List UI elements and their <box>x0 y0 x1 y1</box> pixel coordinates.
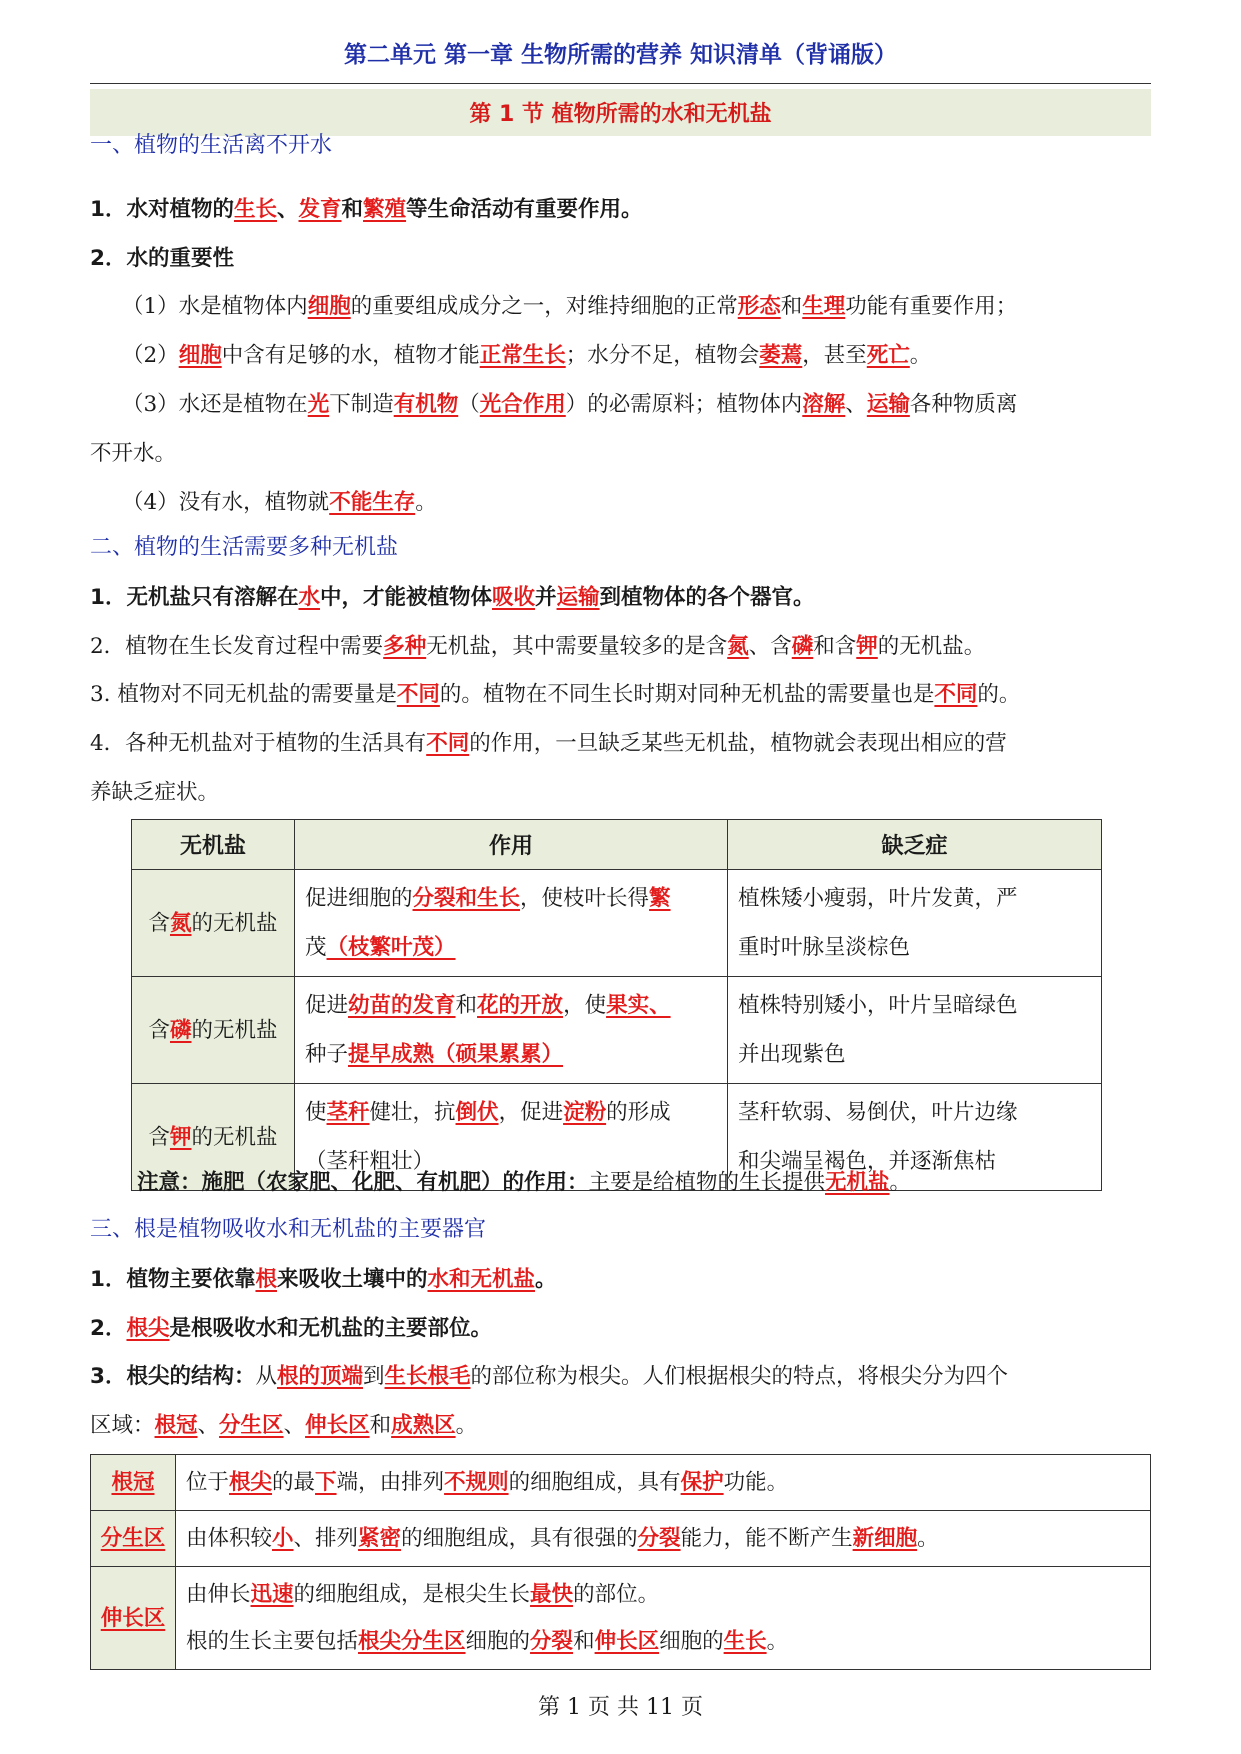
heading-part1: 一、植物的生活离不开水 <box>90 133 333 158</box>
text-segment: ）的必需原料；植物体内 <box>565 392 803 417</box>
keyword: 无机盐 <box>825 1170 890 1195</box>
cell-line: 并出现紫色 <box>738 1042 846 1067</box>
text-segment: 、 <box>197 1413 220 1438</box>
column-header: 无机盐 <box>132 820 295 870</box>
text-segment: 使 <box>305 1100 327 1125</box>
text-segment: 、 <box>283 1413 306 1438</box>
text-segment: 由体积较 <box>186 1526 273 1551</box>
text-segment: 的细胞组成，具有很强的 <box>401 1526 638 1551</box>
text-segment: 和 <box>341 197 364 222</box>
keyword: 倒伏 <box>455 1100 499 1125</box>
keyword: 死亡 <box>866 343 910 368</box>
cell-line <box>305 874 717 923</box>
keyword: 吸收 <box>492 585 536 610</box>
text-segment: 茂 <box>305 935 327 960</box>
keyword: 氮 <box>727 634 749 659</box>
text-segment: 。 <box>455 1413 478 1438</box>
keyword: 细胞 <box>178 343 222 368</box>
keyword: 生理 <box>802 294 846 319</box>
paragraph <box>122 488 437 518</box>
text-segment: 的作用，一旦缺乏某些无机盐，植物就会表现出相应的营 <box>469 731 1007 756</box>
text-segment: 、含 <box>748 634 792 659</box>
text-segment: 2．植物在生长发育过程中需要 <box>90 634 384 659</box>
keyword: 萎蔫 <box>759 343 803 368</box>
text-segment: 的无机盐 <box>191 910 278 936</box>
text-segment: 细胞的 <box>465 1629 531 1654</box>
cell-line <box>186 1618 1140 1665</box>
keyword: 根冠 <box>154 1413 198 1438</box>
cell-line <box>305 1088 717 1137</box>
text-segment: 和 <box>455 993 478 1018</box>
text-segment: 的无机盐 <box>191 1124 278 1150</box>
keyword: 细胞 <box>307 294 351 319</box>
text-segment: 促进 <box>305 993 349 1018</box>
keyword: 分裂和生长 <box>412 886 521 911</box>
table-header-row <box>132 820 1102 870</box>
cell-line: 重时叶脉呈淡棕色 <box>738 935 911 960</box>
keyword: 水和无机盐 <box>427 1267 536 1292</box>
keyword: 不同 <box>396 682 440 707</box>
keyword: 运输 <box>866 392 910 417</box>
text-segment: 种子 <box>305 1042 349 1067</box>
keyword: 根的顶端 <box>276 1364 363 1389</box>
text-segment: 端，由排列 <box>336 1470 445 1495</box>
table-row <box>132 870 1102 977</box>
keyword: 幼苗的发育 <box>348 993 456 1018</box>
text-segment: 下制造 <box>329 392 394 417</box>
text-segment: ；水分不足，植物会 <box>565 343 760 368</box>
cell-line <box>186 1515 1140 1562</box>
note-label: 注意：施肥（农家肥、化肥、有机肥）的作用： <box>137 1170 589 1195</box>
keyword: 不同 <box>426 731 470 756</box>
text-segment: ，使枝叶长得 <box>520 886 650 911</box>
keyword: 茎秆 <box>326 1100 370 1125</box>
keyword: 提早成熟（硕果累累） <box>348 1042 564 1067</box>
text-segment: 的最 <box>272 1470 316 1495</box>
paragraph <box>90 680 1020 710</box>
keyword: 磷 <box>791 634 814 659</box>
keyword: 生长 <box>723 1629 767 1654</box>
text-segment: 来吸收土壤中的 <box>276 1267 428 1292</box>
text-segment: 的形成 <box>606 1100 671 1125</box>
text-segment: 位于 <box>186 1470 230 1495</box>
text-segment: 中，才能被植物体 <box>319 585 492 610</box>
text-segment: 1．水对植物的 <box>90 197 234 222</box>
text-segment: 的重要组成成分之一，对维持细胞的正常 <box>350 294 738 319</box>
cell-line: 和尖端呈褐色，并逐渐焦枯 <box>738 1149 997 1174</box>
label: 3．根尖的结构： <box>90 1364 256 1389</box>
keyword: 繁殖 <box>363 197 407 222</box>
paragraph <box>122 292 1017 322</box>
text-segment: 的。 <box>977 682 1021 707</box>
header-divider <box>90 83 1151 84</box>
column-header: 作用 <box>295 820 728 870</box>
deficiency-cell <box>728 870 1102 977</box>
cell-line <box>305 981 717 1030</box>
paragraph: 不开水。 <box>90 441 177 466</box>
keyword: 生长根毛 <box>384 1364 471 1389</box>
column-header: 缺乏症 <box>728 820 1102 870</box>
cell-line <box>186 1571 1140 1618</box>
zone-name-cell <box>91 1567 176 1670</box>
keyword: 根尖 <box>126 1316 170 1341</box>
paragraph <box>122 390 1017 420</box>
text-segment: 等生命活动有重要作用。 <box>406 197 643 222</box>
text-segment: 和 <box>369 1413 392 1438</box>
paragraph <box>90 1411 477 1441</box>
text-segment: 、 <box>276 197 299 222</box>
paragraph <box>90 1265 557 1295</box>
page-number: 第 1 页 共 11 页 <box>538 1695 703 1720</box>
paragraph: 3．根尖的结构：从根的顶端到生长根毛的部位称为根尖。人们根据根尖的特点，将根尖分为四个 <box>90 1364 1009 1389</box>
zone-desc-cell <box>176 1567 1151 1670</box>
table-row <box>132 977 1102 1084</box>
keyword: 新细胞 <box>852 1526 918 1551</box>
section-title: 第 1 节 植物所需的水和无机盐 <box>90 89 1151 136</box>
keyword: 紧密 <box>358 1526 402 1551</box>
text-segment: （3）水还是植物在 <box>122 392 308 417</box>
text-segment: 的无机盐 <box>191 1017 278 1043</box>
keyword: 保护 <box>680 1470 724 1495</box>
paragraph: 2．水的重要性 <box>90 246 234 271</box>
note <box>137 1168 911 1198</box>
paragraph <box>90 729 1007 759</box>
salt-cell <box>132 870 295 977</box>
text-segment: 由伸长 <box>186 1582 251 1607</box>
keyword: 多种 <box>383 634 427 659</box>
text-segment: 并 <box>535 585 557 610</box>
text-segment: 的细胞组成，具有 <box>508 1470 681 1495</box>
zone-desc-cell <box>176 1455 1151 1511</box>
table-row <box>91 1567 1151 1670</box>
heading-part3: 三、根是植物吸收水和无机盐的主要器官 <box>90 1217 487 1242</box>
cell-line <box>186 1459 1140 1506</box>
keyword: 磷 <box>169 1017 192 1043</box>
text-segment: 区域： <box>90 1413 155 1438</box>
text-segment: 各种物质离 <box>909 392 1018 417</box>
heading-part2: 二、植物的生活需要多种无机盐 <box>90 535 399 560</box>
text-segment: 含 <box>148 910 170 936</box>
text-segment: 含 <box>148 1017 170 1043</box>
keyword: 根尖 <box>229 1470 273 1495</box>
text-segment: 的细胞组成，是根尖生长 <box>293 1582 531 1607</box>
text-segment: 的。植物在不同生长时期对同种无机盐的需要量也是 <box>439 682 935 707</box>
cell-line <box>305 923 717 972</box>
paragraph <box>90 632 985 662</box>
keyword: 根尖分生区 <box>358 1629 466 1654</box>
zone-name: 根冠 <box>111 1470 155 1495</box>
keyword: 小 <box>272 1526 294 1551</box>
keyword: 正常生长 <box>479 343 566 368</box>
text-segment: 1．无机盐只有溶解在 <box>90 585 299 610</box>
keyword: 发育 <box>298 197 342 222</box>
table-row <box>91 1455 1151 1511</box>
keyword: 分裂 <box>637 1526 681 1551</box>
text-segment: （茎秆粗壮） <box>305 1149 435 1174</box>
keyword: 最快 <box>530 1582 574 1607</box>
text-segment: 1．植物主要依靠 <box>90 1267 256 1292</box>
keyword: 钾 <box>856 634 878 659</box>
keyword: 不规则 <box>444 1470 509 1495</box>
text-segment: 功能。 <box>723 1470 789 1495</box>
paragraph <box>90 195 643 225</box>
text-segment: （1）水是植物体内 <box>122 294 308 319</box>
note-text: 主要是给植物的生长提供 <box>588 1170 826 1195</box>
text-segment: 功能有重要作用； <box>845 294 1018 319</box>
text-segment: 的无机盐。 <box>877 634 986 659</box>
text-segment: 到植物体的各个器官。 <box>599 585 815 610</box>
mineral-salt-table <box>131 819 1102 1191</box>
keyword: 果实、 <box>606 993 671 1018</box>
keyword: 生长 <box>233 197 277 222</box>
text-segment: 。 <box>415 490 437 515</box>
keyword: 光 <box>307 392 330 417</box>
keyword: 溶解 <box>802 392 846 417</box>
text-segment: （4）没有水，植物就 <box>122 490 330 515</box>
keyword: 迅速 <box>250 1582 294 1607</box>
deficiency-cell <box>728 977 1102 1084</box>
text-segment: 含 <box>148 1124 170 1150</box>
keyword: 运输 <box>556 585 600 610</box>
keyword: 下 <box>315 1470 337 1495</box>
table-row <box>91 1511 1151 1567</box>
keyword: 根 <box>255 1267 277 1292</box>
text-segment: 的部位。 <box>573 1582 660 1607</box>
keyword: 形态 <box>737 294 781 319</box>
text-segment: 。 <box>917 1526 939 1551</box>
cell-line: 茎秆软弱、易倒伏，叶片边缘 <box>738 1100 1018 1125</box>
text-segment: （2） <box>122 343 179 368</box>
text-segment: 中含有足够的水，植物才能 <box>221 343 480 368</box>
cell-line <box>305 1030 717 1079</box>
keyword: 分生区 <box>219 1413 284 1438</box>
effect-cell <box>295 977 728 1084</box>
text-segment: 3. 植物对不同无机盐的需要量是 <box>90 682 397 707</box>
keyword: 不同 <box>934 682 978 707</box>
text-segment: 促进细胞的 <box>305 886 413 911</box>
keyword: 氮 <box>169 910 192 936</box>
zone-name-cell <box>91 1511 176 1567</box>
text-segment: 和含 <box>813 634 857 659</box>
keyword: 钾 <box>169 1124 192 1150</box>
text-segment: 细胞的 <box>659 1629 724 1654</box>
salt-cell <box>132 977 295 1084</box>
note-text: 。 <box>889 1170 912 1195</box>
text-segment: 2． <box>90 1316 127 1341</box>
keyword: 水 <box>298 585 320 610</box>
keyword: 不能生存 <box>329 490 416 515</box>
paragraph <box>90 1314 492 1344</box>
text-segment: 是根吸收水和无机盐的主要部位。 <box>169 1316 492 1341</box>
text-segment: 无机盐，其中需要量较多的是含 <box>426 634 728 659</box>
cell-line: 植株特别矮小，叶片呈暗绿色 <box>738 993 1018 1018</box>
cell-line: 植株矮小瘦弱，叶片发黄，严 <box>738 886 1018 911</box>
text-segment: 、 <box>845 392 867 417</box>
text-segment: 、排列 <box>293 1526 359 1551</box>
text-segment: ，促进 <box>498 1100 564 1125</box>
text-segment: ，甚至 <box>802 343 867 368</box>
text-segment: ，使 <box>563 993 607 1018</box>
zone-name: 伸长区 <box>100 1605 166 1631</box>
keyword: 繁 <box>649 886 671 911</box>
text-segment: 健壮，抗 <box>369 1100 456 1125</box>
effect-cell <box>295 870 728 977</box>
root-tip-table <box>90 1454 1151 1670</box>
text-segment: 根的生长主要包括 <box>186 1629 359 1654</box>
keyword: 光合作用 <box>479 392 566 417</box>
paragraph <box>90 583 815 613</box>
paragraph <box>122 341 931 371</box>
keyword: 成熟区 <box>391 1413 456 1438</box>
document-title: 第二单元 第一章 生物所需的营养 知识清单（背诵版） <box>343 42 898 68</box>
text-segment: （ <box>458 392 480 417</box>
text-segment: 。 <box>535 1267 557 1292</box>
keyword: 淀粉 <box>563 1100 607 1125</box>
zone-name: 分生区 <box>100 1526 166 1551</box>
text-segment: 4．各种无机盐对于植物的生活具有 <box>90 731 427 756</box>
keyword: 伸长区 <box>305 1413 370 1438</box>
zone-name-cell <box>91 1455 176 1511</box>
keyword: 花的开放 <box>477 993 564 1018</box>
text-segment: 。 <box>766 1629 789 1654</box>
paragraph: 养缺乏症状。 <box>90 780 220 805</box>
text-segment: 和 <box>780 294 803 319</box>
keyword: （枝繁叶茂） <box>326 935 456 960</box>
zone-desc-cell <box>176 1511 1151 1567</box>
text-segment: 和 <box>573 1629 595 1654</box>
text-segment: 能力，能不断产生 <box>680 1526 853 1551</box>
keyword: 有机物 <box>393 392 459 417</box>
text-segment: 。 <box>909 343 932 368</box>
keyword: 分裂 <box>530 1629 574 1654</box>
keyword: 伸长区 <box>594 1629 660 1654</box>
